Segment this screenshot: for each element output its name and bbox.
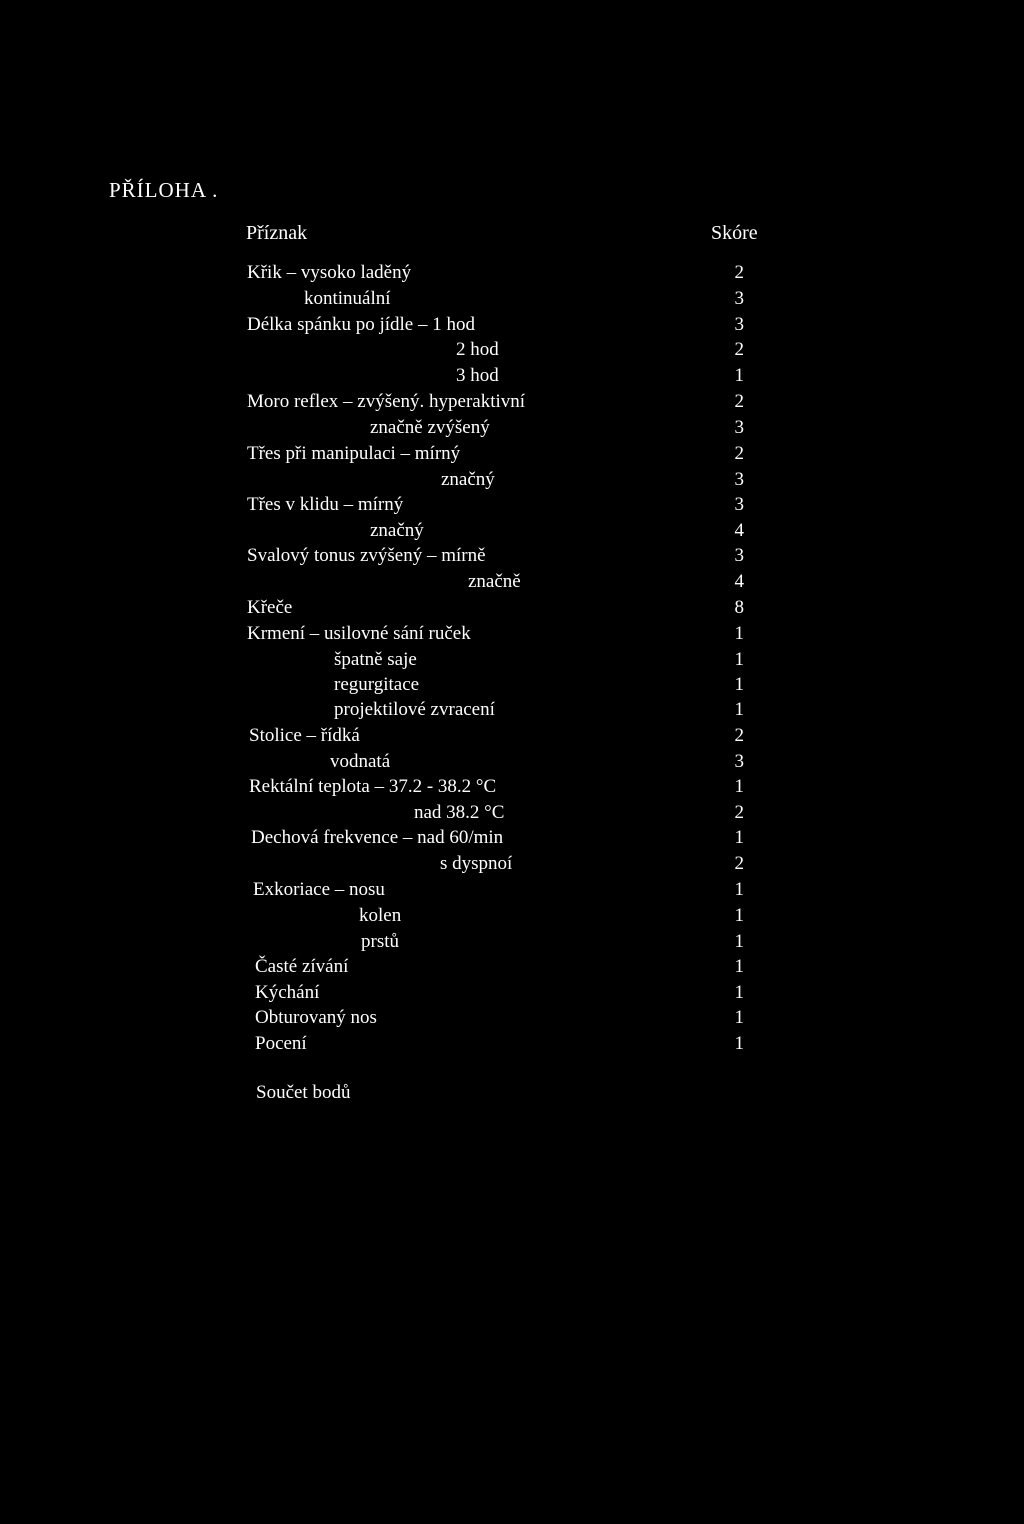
symptom-label: prstů [361,931,399,952]
symptom-label: Třes při manipulaci – mírný [247,443,461,464]
score-value: 1 [734,956,744,977]
symptom-label: Pocení [255,1033,307,1054]
score-value: 1 [734,1007,744,1028]
column-header-score: Skóre [711,222,758,244]
score-value: 1 [734,674,744,695]
symptom-label: vodnatá [330,751,391,772]
symptom-label: Křik – vysoko laděný [247,262,412,283]
symptom-label: projektilové zvracení [334,699,495,720]
total-label: Součet bodů [256,1082,351,1103]
symptom-label: Časté zívání [255,956,349,977]
score-value: 3 [734,494,744,515]
score-value: 8 [734,597,744,618]
score-value: 2 [734,339,744,360]
score-value: 4 [734,520,744,541]
score-value: 2 [734,802,744,823]
symptom-label: Stolice – řídká [249,725,360,746]
symptom-label: Dechová frekvence – nad 60/min [251,827,504,848]
column-header-symptom: Příznak [246,222,308,244]
symptom-label: špatně saje [334,649,417,670]
symptom-label: Moro reflex – zvýšený. hyperaktivní [247,391,526,412]
symptom-label: kolen [359,905,402,926]
symptom-label: Kýchání [255,982,320,1003]
score-value: 1 [734,365,744,386]
score-value: 3 [734,751,744,772]
symptom-label: značně zvýšený [370,417,490,438]
score-value: 4 [734,571,744,592]
score-value: 1 [734,879,744,900]
symptom-label: značně [468,571,521,592]
symptom-label: 2 hod [456,339,499,360]
score-value: 2 [734,443,744,464]
symptom-label: regurgitace [334,674,420,695]
score-value: 1 [734,931,744,952]
symptom-label: Třes v klidu – mírný [247,494,404,515]
symptom-label: Exkoriace – nosu [253,879,385,900]
symptom-label: 3 hod [456,365,499,386]
symptom-label: nad 38.2 °C [414,802,505,823]
symptom-label: Křeče [247,597,293,618]
score-value: 1 [734,776,744,797]
symptom-label: Krmení – usilovné sání ruček [247,623,471,644]
symptom-label: Svalový tonus zvýšený – mírně [247,545,486,566]
score-value: 3 [734,288,744,309]
symptom-label: kontinuální [304,288,391,309]
symptom-label: Rektální teplota – 37.2 - 38.2 °C [249,776,497,797]
score-value: 3 [734,314,744,335]
score-value: 2 [734,262,744,283]
page-heading: PŘÍLOHA . [109,178,219,202]
score-value: 3 [734,417,744,438]
score-value: 2 [734,853,744,874]
score-value: 1 [734,1033,744,1054]
symptom-label: Obturovaný nos [255,1007,377,1028]
symptom-label: značný [441,469,495,490]
score-value: 1 [734,905,744,926]
symptom-label: značný [370,520,424,541]
score-value: 2 [734,391,744,412]
score-value: 1 [734,623,744,644]
score-value: 3 [734,545,744,566]
score-value: 3 [734,469,744,490]
score-value: 2 [734,725,744,746]
score-value: 1 [734,699,744,720]
symptom-label: Délka spánku po jídle – 1 hod [247,314,475,335]
score-value: 1 [734,827,744,848]
symptom-label: s dyspnoí [440,853,513,874]
score-value: 1 [734,982,744,1003]
score-value: 1 [734,649,744,670]
